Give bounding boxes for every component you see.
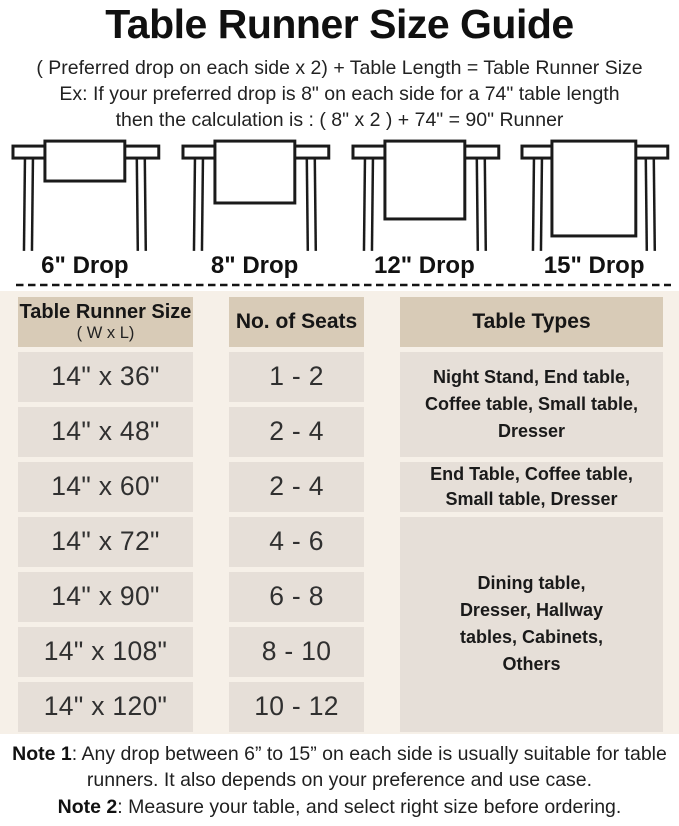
seats-cell-row7: 10 - 12 bbox=[229, 682, 364, 732]
note-2-label: Note 2 bbox=[57, 795, 118, 818]
drop-label-8: 8" Drop bbox=[210, 251, 299, 279]
drop-label-15: 15" Drop bbox=[543, 251, 645, 279]
example-line-2: then the calculation is : ( 8" x 2 ) + 74" = 90" Runner bbox=[115, 108, 564, 131]
size-cell-row3: 14" x 60" bbox=[18, 462, 193, 512]
illustration-12in-drop bbox=[340, 139, 510, 251]
header-cell-runner-size bbox=[18, 297, 193, 347]
header-runner-size-label: Table Runner Size bbox=[19, 300, 192, 323]
note-2 bbox=[1, 794, 678, 821]
table-with-runner-6in-icon bbox=[0, 139, 170, 251]
table-with-runner-12in-icon bbox=[340, 139, 510, 251]
drop-illustrations-row bbox=[0, 139, 679, 251]
seats-cell-row6: 8 - 10 bbox=[229, 627, 364, 677]
note-1 bbox=[1, 741, 678, 794]
header-cell-table-types: Table Types bbox=[400, 297, 663, 347]
size-guide-panel bbox=[0, 291, 679, 734]
seats-cell-row3: 2 - 4 bbox=[229, 462, 364, 512]
header-wxl-label: ( W x L) bbox=[76, 323, 135, 342]
seats-cell-row4: 4 - 6 bbox=[229, 517, 364, 567]
notes-section bbox=[0, 741, 679, 821]
dashed-divider bbox=[0, 280, 679, 287]
seats-cell-row2: 2 - 4 bbox=[229, 407, 364, 457]
illustration-15in-drop bbox=[509, 139, 679, 251]
note-1-text: : Any drop between 6” to 15” on each side is usually suitable for table runners. It also depends on your preference and use case. bbox=[71, 742, 667, 792]
table-with-runner-15in-icon bbox=[509, 139, 679, 251]
illustration-6in-drop bbox=[0, 139, 170, 251]
size-cell-row4: 14" x 72" bbox=[18, 517, 193, 567]
types-cell-group1: Night Stand, End table, Coffee table, Small table, Dresser bbox=[400, 352, 663, 457]
size-cell-row5: 14" x 90" bbox=[18, 572, 193, 622]
header-cell-seats: No. of Seats bbox=[229, 297, 364, 347]
size-cell-row6: 14" x 108" bbox=[18, 627, 193, 677]
note-2-text: : Measure your table, and select right size before ordering. bbox=[117, 795, 622, 818]
page-title: Table Runner Size Guide bbox=[105, 1, 574, 47]
example-line-1: Ex: If your preferred drop is 8" on each side for a 74" table length bbox=[59, 82, 620, 105]
table-with-runner-8in-icon bbox=[170, 139, 340, 251]
size-guide-table bbox=[18, 297, 663, 732]
drop-labels-row bbox=[0, 252, 679, 280]
note-1-label: Note 1 bbox=[12, 742, 72, 765]
formula-text: ( Preferred drop on each side x 2) + Table Length = Table Runner Size bbox=[36, 56, 643, 79]
drop-label-12: 12" Drop bbox=[374, 251, 475, 279]
size-cell-row2: 14" x 48" bbox=[18, 407, 193, 457]
size-cell-row1: 14" x 36" bbox=[18, 352, 193, 402]
types-cell-group2: End Table, Coffee table, Small table, Dresser bbox=[400, 462, 663, 512]
illustration-8in-drop bbox=[170, 139, 340, 251]
size-cell-row7: 14" x 120" bbox=[18, 682, 193, 732]
seats-cell-row5: 6 - 8 bbox=[229, 572, 364, 622]
seats-cell-row1: 1 - 2 bbox=[229, 352, 364, 402]
types-cell-group3: Dining table, Dresser, Hallway tables, Cabinets, Others bbox=[400, 517, 663, 732]
drop-label-6: 6" Drop bbox=[41, 251, 129, 279]
